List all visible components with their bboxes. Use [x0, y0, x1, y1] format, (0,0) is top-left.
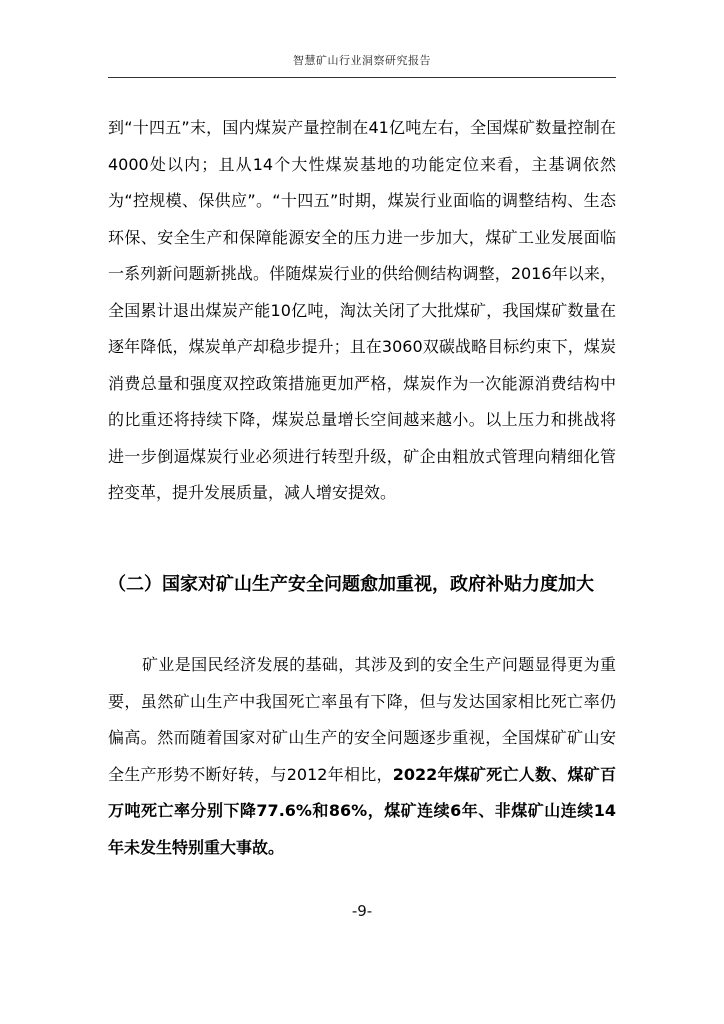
- header-divider: [108, 77, 616, 78]
- paragraph-2: [108, 647, 616, 866]
- page-number: -9-: [351, 902, 373, 920]
- paragraph-2-regular-text: 矿业是国民经济发展的基础，其涉及到的安全生产问题显得更为重要，虽然矿山生产中我国死亡率虽有下降，但与发达国家相比死亡率仍偏高。然而随着国家对矿山生产的安全问题逐步重视，全国煤矿矿山安全生产形势不断好转，与2012年相比，: [108, 655, 616, 784]
- paragraph-1: 到“十四五”末，国内煤炭产量控制在41亿吨左右，全国煤矿数量控制在4000处以内；且从14个大性煤炭基地的功能定位来看，主基调依然为“控规模、保供应”。“十四五”时期，煤炭行业面临的调整结构、生态环保、安全生产和保障能源安全的压力进一步加大，煤矿工业发展面临一系列新问题新挑战。伴随煤炭行业的供给侧结构调整，2016年以来，全国累计退出煤炭产能10亿吨，淘汰关闭了大批煤矿，我国煤矿数量在逐年降低，煤炭单产却稳步提升；且在3060双碳战略目标约束下，煤炭消费总量和强度双控政策措施更加严格，煤炭作为一次能源消费结构中的比重还将持续下降，煤炭总量增长空间越来越小。以上压力和挑战将进一步倒逼煤炭行业必须进行转型升级，矿企由粗放式管理向精细化管控变革，提升发展质量，减人增安提效。: [108, 118, 616, 502]
- paragraph-2-bold-text: 2022年煤矿死亡人数、煤矿百万吨死亡率分别下降77.6%和86%，煤矿连续6年、非煤矿山连续14年未发生特别重大事故。: [108, 764, 616, 857]
- section-heading: （二）国家对矿山生产安全问题愈加重视，政府补贴力度加大: [108, 574, 594, 595]
- page-header-title: 智慧矿山行业洞察研究报告: [293, 54, 431, 67]
